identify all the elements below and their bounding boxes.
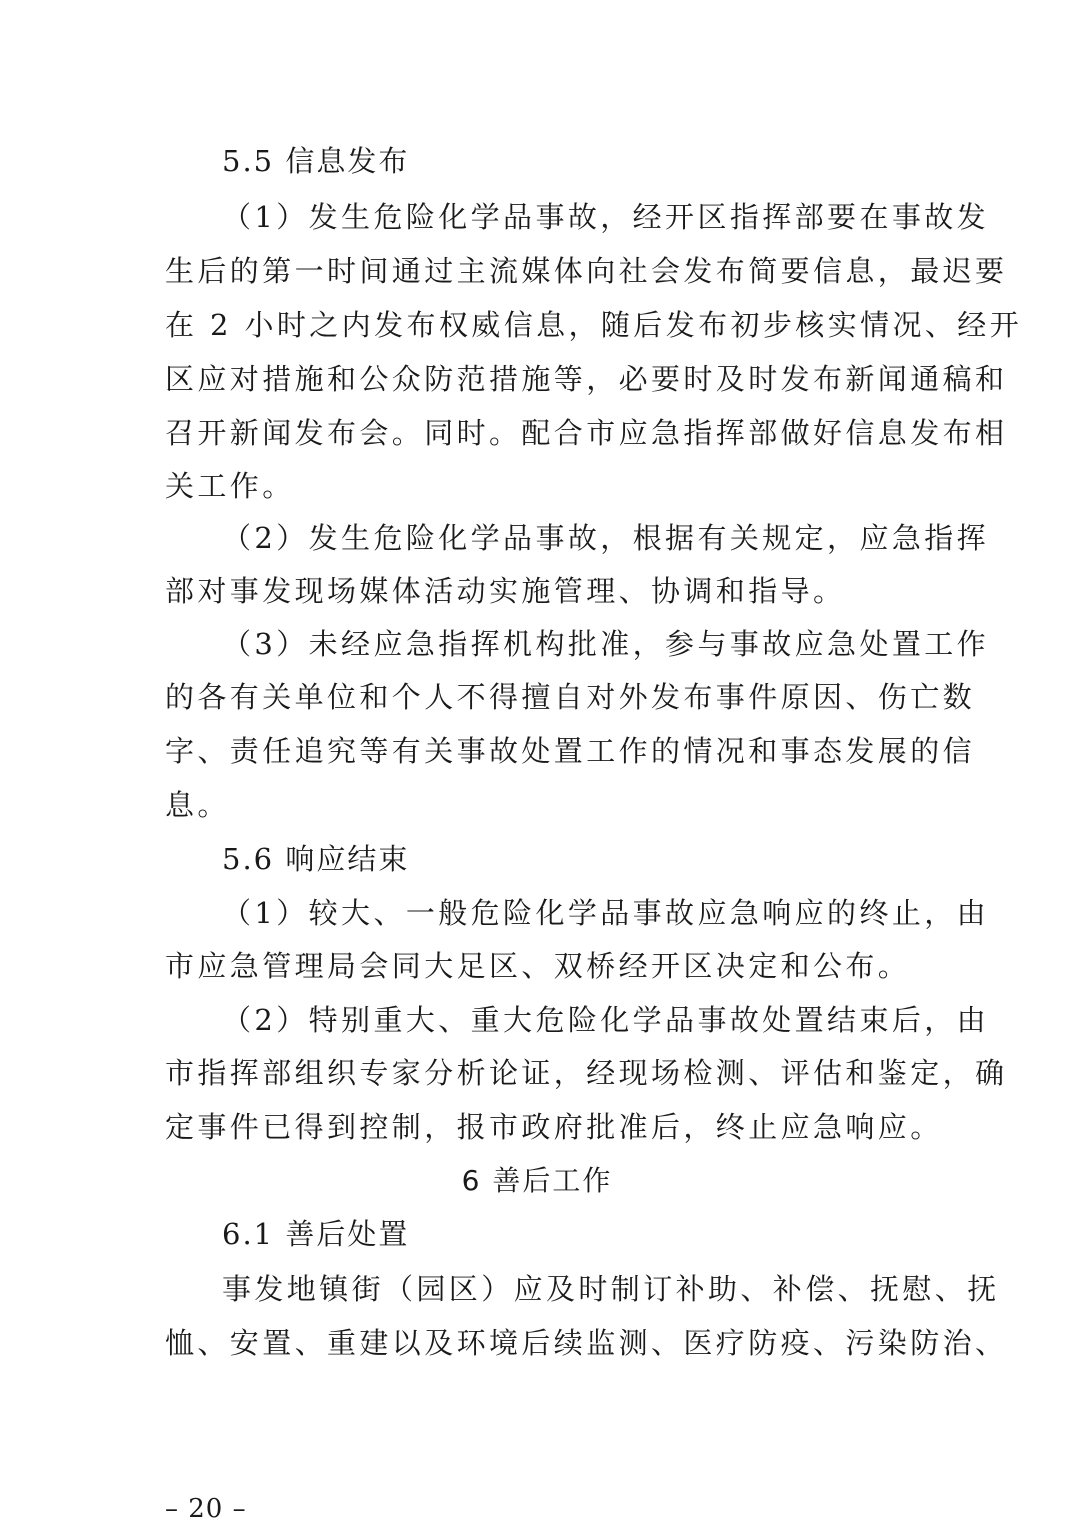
paragraph-line: 的各有关单位和个人不得擅自对外发布事件原因、伤亡数 [165, 680, 976, 714]
section-heading-5-5: 5.5 信息发布 [222, 144, 410, 178]
paragraph-line: （1）较大、一般危险化学品事故应急响应的终止，由 [222, 896, 990, 930]
paragraph-line: （3）未经应急指挥机构批准，参与事故应急处置工作 [222, 627, 990, 661]
paragraph-line: 定事件已得到控制，报市政府批准后，终止应急响应。 [165, 1110, 943, 1144]
section-heading-6-1: 6.1 善后处置 [222, 1217, 410, 1251]
paragraph-line: 字、责任追究等有关事故处置工作的情况和事态发展的信 [165, 734, 976, 768]
paragraph-line: 市应急管理局会同大足区、双桥经开区决定和公布。 [165, 949, 911, 983]
paragraph-line: 事发地镇街（园区）应及时制订补助、补偿、抚慰、抚 [222, 1272, 1000, 1306]
paragraph-line: 部对事发现场媒体活动实施管理、协调和指导。 [165, 574, 846, 608]
paragraph-line: 恤、安置、重建以及环境后续监测、医疗防疫、污染防治、 [165, 1326, 1008, 1360]
paragraph-line: 生后的第一时间通过主流媒体向社会发布简要信息，最迟要 [165, 254, 1008, 288]
paragraph-line: 市指挥部组织专家分析论证，经现场检测、评估和鉴定，确 [165, 1056, 1008, 1090]
paragraph-line: （2）发生危险化学品事故，根据有关规定，应急指挥 [222, 521, 990, 555]
paragraph-line: 召开新闻发布会。同时。配合市应急指挥部做好信息发布相 [165, 416, 1008, 450]
page-number: – 20 – [165, 1494, 247, 1524]
section-heading-5-6: 5.6 响应结束 [222, 842, 410, 876]
paragraph-line: 关工作。 [165, 469, 295, 503]
paragraph-line: 区应对措施和公众防范措施等，必要时及时发布新闻通稿和 [165, 362, 1008, 396]
paragraph-line: （1）发生危险化学品事故，经开区指挥部要在事故发 [222, 200, 990, 234]
paragraph-line: 在 2 小时之内发布权威信息，随后发布初步核实情况、经开 [165, 308, 1023, 342]
paragraph-line: （2）特别重大、重大危险化学品事故处置结束后，由 [222, 1003, 990, 1037]
paragraph-line: 息。 [165, 788, 230, 822]
chapter-title: 6 善后工作 [461, 1164, 613, 1197]
